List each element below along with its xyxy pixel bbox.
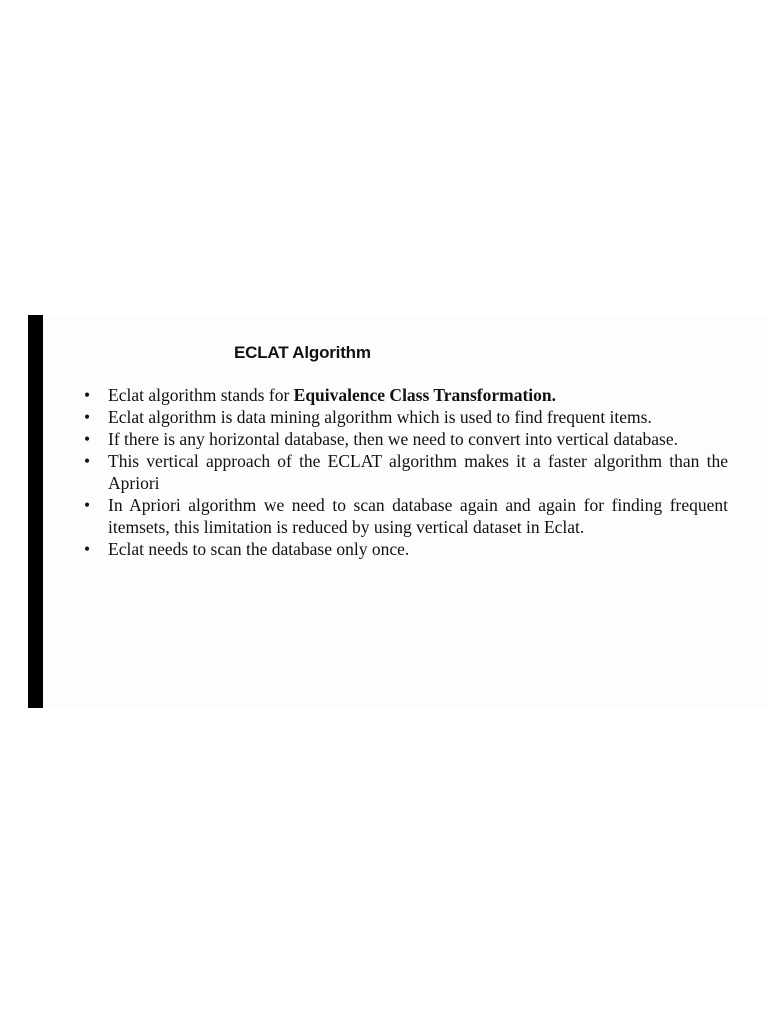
bullet-text: Eclat needs to scan the database only once. [108,539,410,559]
bullet-item [84,494,728,538]
slide-title: ECLAT Algorithm [234,343,371,362]
bullet-bold-text: Equivalence Class Transformation. [293,385,557,405]
bullet-text: In Apriori algorithm we need to scan database again and again for finding frequent itemsets, this limitation is reduced by using vertical dataset in Eclat. [108,495,728,537]
bullet-list [84,384,728,560]
bullet-item [84,384,728,406]
bullet-icon: • [84,385,91,405]
bullet-text: This vertical approach of the ECLAT algorithm makes it a faster algorithm than the Apriori [108,451,728,493]
bullet-icon: • [84,407,91,427]
slide [28,315,768,708]
bullet-item [84,428,728,450]
bullet-icon: • [84,539,91,559]
bullet-icon: • [84,495,91,515]
bullet-item [84,450,728,494]
bullet-icon: • [84,429,91,449]
bullet-text: If there is any horizontal database, then we need to convert into vertical database. [108,429,678,449]
bullet-item [84,406,728,428]
bullet-text: Eclat algorithm is data mining algorithm which is used to find frequent items. [108,407,652,427]
left-accent-bar [28,315,43,708]
bullet-text: Eclat algorithm stands for [108,385,294,405]
bullet-icon: • [84,451,91,471]
bullet-item [84,538,728,560]
